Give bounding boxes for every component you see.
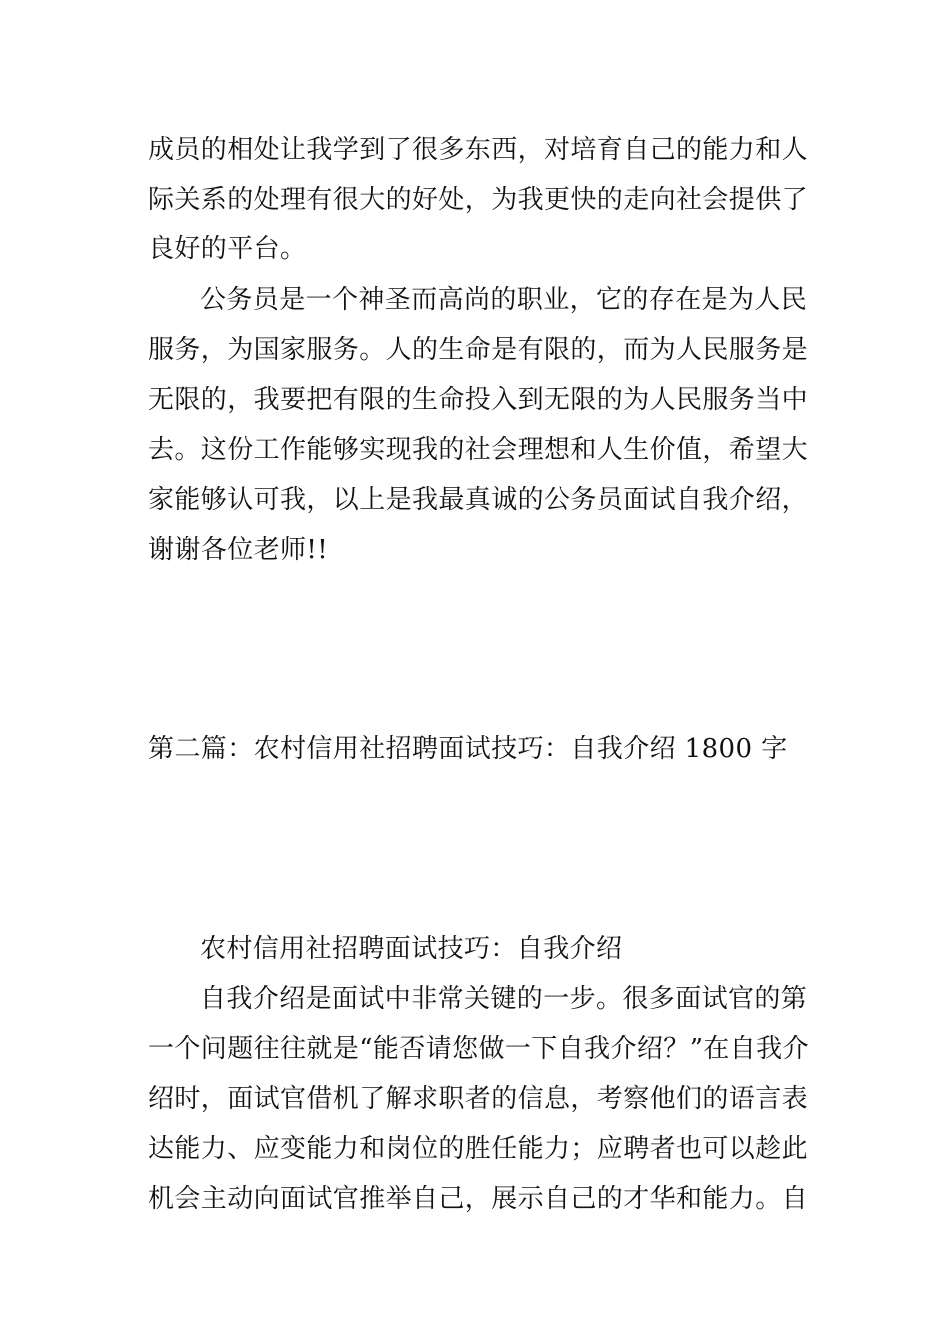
paragraph-line: 自我介绍是面试中非常关键的一步。很多面试官的第 [200,984,808,1014]
paragraph-line: 公务员是一个神圣而高尚的职业，它的存在是为人民 [200,285,808,315]
paragraph-line: 良好的平台。 [148,234,307,264]
paragraph-line: 去。这份工作能够实现我的社会理想和人生价值，希望大 [148,435,809,465]
article-subtitle: 农村信用社招聘面试技巧：自我介绍 [200,934,623,964]
paragraph-line: 一个问题往往就是“能否请您做一下自我介绍？”在自我介 [148,1034,809,1064]
paragraph-line: 成员的相处让我学到了很多东西，对培育自己的能力和人 [148,135,809,165]
paragraph-line: 服务，为国家服务。人的生命是有限的，而为人民服务是 [148,335,809,365]
paragraph-line: 家能够认可我，以上是我最真诚的公务员面试自我介绍， [148,485,809,515]
paragraph-line: 绍时，面试官借机了解求职者的信息，考察他们的语言表 [148,1084,809,1114]
paragraph-line: 无限的，我要把有限的生命投入到无限的为人民服务当中 [148,385,809,415]
paragraph-line: 机会主动向面试官推举自己，展示自己的才华和能力。自 [148,1184,809,1214]
section-heading: 第二篇：农村信用社招聘面试技巧：自我介绍 1800 字 [148,734,788,764]
paragraph-line: 谢谢各位老师!! [148,535,329,565]
paragraph-line: 际关系的处理有很大的好处，为我更快的走向社会提供了 [148,185,809,215]
paragraph-line: 达能力、应变能力和岗位的胜任能力；应聘者也可以趁此 [148,1134,809,1164]
